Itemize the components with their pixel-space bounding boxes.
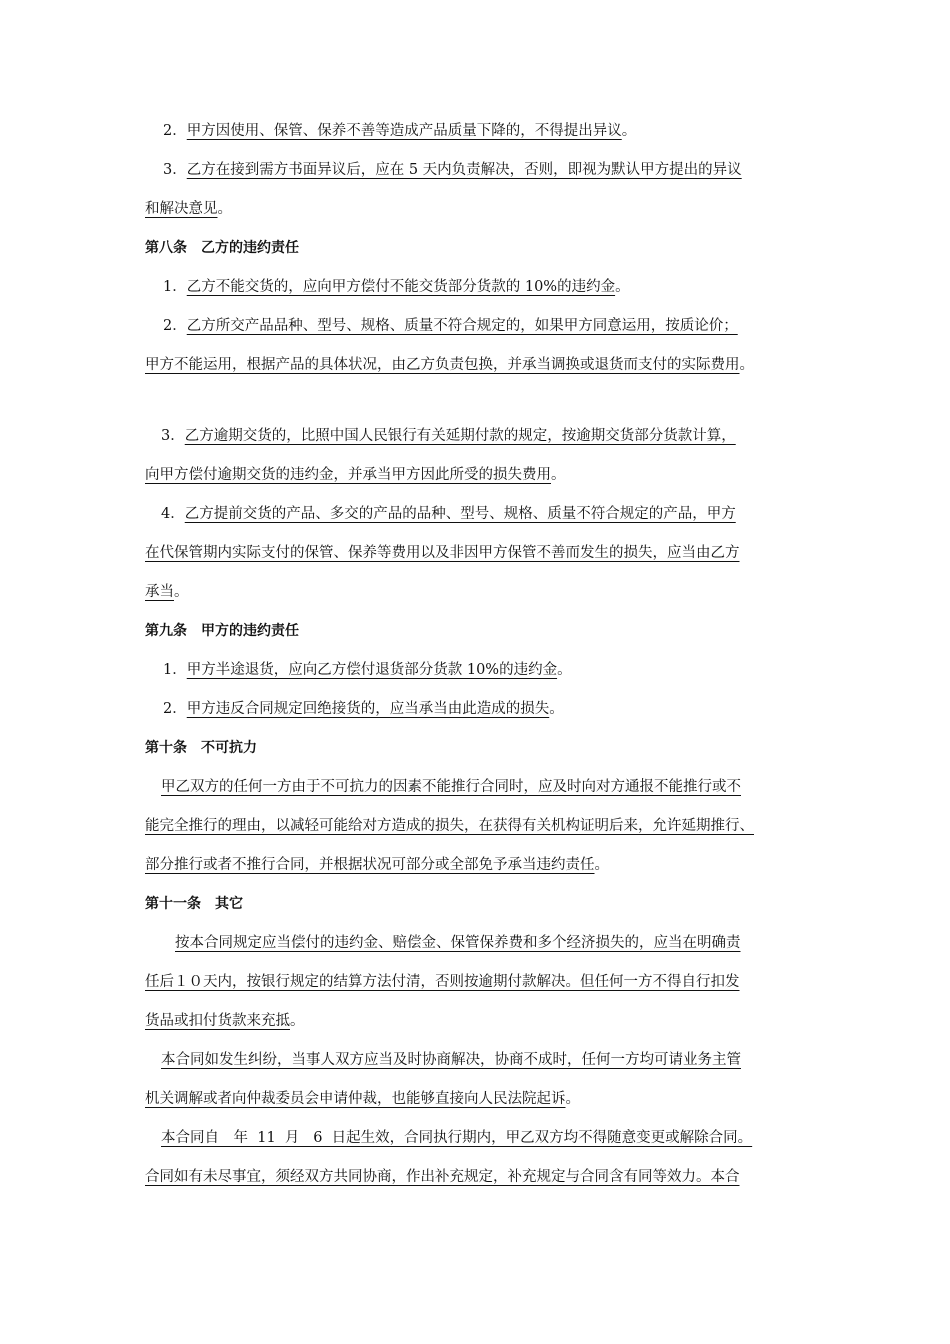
- clause-7-2: 2．甲方因使用、保管、保养不善等造成产品质量下降的，不得提出异议。: [163, 123, 637, 139]
- clause-text: 本合同自 年 11 月 6 日起生效，合同执行期内，甲乙双方均不得随意变更或解除合同。: [161, 1130, 753, 1146]
- clause-text: 甲方因使用、保管、保养不善等造成产品质量下降的，不得提出异议: [186, 123, 622, 139]
- clause-text: 乙方提前交货的产品、多交的产品的品种、型号、规格、质量不符合规定的产品，甲方: [184, 506, 736, 522]
- clause-8-2-cont: 甲方不能运用，根据产品的具体状况，由乙方负责包换，并承当调换或退货而支付的实际费用。: [145, 357, 754, 373]
- clause-8-4-cont2: 承当。: [145, 584, 189, 600]
- clause-11-p1: [145, 924, 865, 963]
- clause-10-body: [145, 768, 865, 807]
- clause-text: 甲乙双方的任何一方由于不可抗力的因素不能推行合同时，应及时向对方通报不能推行或不: [161, 779, 741, 795]
- clause-8-4-cont: [145, 534, 865, 573]
- clause-11-p1-cont: [145, 963, 865, 1002]
- clause-text: 部分推行或者不推行合同，并根据状况可部分或全部免予承当违约责任: [145, 857, 595, 873]
- clause-text: 甲方违反合同规定回绝接货的，应当承当由此造成的损失: [186, 701, 550, 717]
- blank-gap: [145, 385, 865, 417]
- clause-text: 乙方所交产品品种、型号、规格、质量不符合规定的，如果甲方同意运用，按质论价；: [186, 318, 738, 334]
- clause-11-p2-cont: 机关调解或者向仲裁委员会申请仲裁，也能够直接向人民法院起诉。: [145, 1091, 580, 1107]
- clause-9-1: 1．甲方半途退货，应向乙方偿付退货部分货款 10%的违约金。: [163, 662, 572, 678]
- clause-text: 按本合同规定应当偿付的违约金、赔偿金、保管保养费和多个经济损失的，应当在明确责: [175, 935, 741, 951]
- clause-8-3-cont: 向甲方偿付逾期交货的违约金，并承当甲方因此所受的损失费用。: [145, 467, 566, 483]
- clause-10-body-cont: [145, 807, 865, 846]
- clause-text: 在代保管期内实际支付的保管、保养等费用以及非因甲方保管不善而发生的损失，应当由乙方: [145, 545, 740, 561]
- clause-8-4: 4．乙方提前交货的产品、多交的产品的品种、型号、规格、质量不符合规定的产品，甲方: [161, 506, 736, 522]
- clause-text: 承当: [145, 584, 174, 600]
- clause-text: 乙方逾期交货的，比照中国人民银行有关延期付款的规定，按逾期交货部分货款计算，: [184, 428, 736, 444]
- clause-11-p3-cont: [145, 1158, 865, 1197]
- clause-text: 合同如有未尽事宜，须经双方共同协商，作出补充规定，补充规定与合同含有同等效力。本合: [145, 1169, 740, 1185]
- clause-text: 乙方不能交货的，应向甲方偿付不能交货部分货款的 10%的违约金: [186, 279, 616, 295]
- clause-text: 和解决意见: [145, 201, 218, 217]
- clause-text: 乙方在接到需方书面异议后，应在 5 天内负责解决，否则，即视为默认甲方提出的异议: [186, 162, 742, 178]
- clause-text: 任后１０天内，按银行规定的结算方法付清，否则按逾期付款解决。但任何一方不得自行扣发: [145, 974, 740, 990]
- clause-text: 机关调解或者向仲裁委员会申请仲裁，也能够直接向人民法院起诉: [145, 1091, 566, 1107]
- clause-8-2: 2．乙方所交产品品种、型号、规格、质量不符合规定的，如果甲方同意运用，按质论价；: [163, 318, 738, 334]
- clause-11-p2: [145, 1041, 865, 1080]
- document-page: [145, 112, 865, 1197]
- clause-9-2: 2．甲方违反合同规定回绝接货的，应当承当由此造成的损失。: [163, 701, 564, 717]
- clause-7-3: 3．乙方在接到需方书面异议后，应在 5 天内负责解决，否则，即视为默认甲方提出的异议: [163, 162, 742, 178]
- article-9-heading: 第九条 甲方的违约责任: [145, 623, 299, 639]
- clause-text: 能完全推行的理由，以减轻可能给对方造成的损失，在获得有关机构证明后来，允许延期推行、: [145, 818, 754, 834]
- article-10-heading: 第十条 不可抗力: [145, 740, 257, 756]
- clause-11-p1-cont2: 货品或扣付货款来充抵。: [145, 1013, 305, 1029]
- article-11-heading: 第十一条 其它: [145, 896, 243, 912]
- clause-text: 甲方不能运用，根据产品的具体状况，由乙方负责包换，并承当调换或退货而支付的实际费用: [145, 357, 740, 373]
- clause-8-1: 1．乙方不能交货的，应向甲方偿付不能交货部分货款的 10%的违约金。: [163, 279, 630, 295]
- clause-text: 本合同如发生纠纷，当事人双方应当及时协商解决，协商不成时，任何一方均可请业务主管: [161, 1052, 741, 1068]
- clause-text: 向甲方偿付逾期交货的违约金，并承当甲方因此所受的损失费用: [145, 467, 551, 483]
- clause-10-body-cont2: 部分推行或者不推行合同，并根据状况可部分或全部免予承当违约责任。: [145, 857, 609, 873]
- clause-11-p3: [145, 1119, 865, 1158]
- article-8-heading: 第八条 乙方的违约责任: [145, 240, 299, 256]
- clause-text: 货品或扣付货款来充抵: [145, 1013, 290, 1029]
- clause-text: 甲方半途退货，应向乙方偿付退货部分货款 10%的违约金: [186, 662, 558, 678]
- clause-7-3-cont: 和解决意见。: [145, 201, 232, 217]
- clause-8-3: 3．乙方逾期交货的，比照中国人民银行有关延期付款的规定，按逾期交货部分货款计算，: [161, 428, 736, 444]
